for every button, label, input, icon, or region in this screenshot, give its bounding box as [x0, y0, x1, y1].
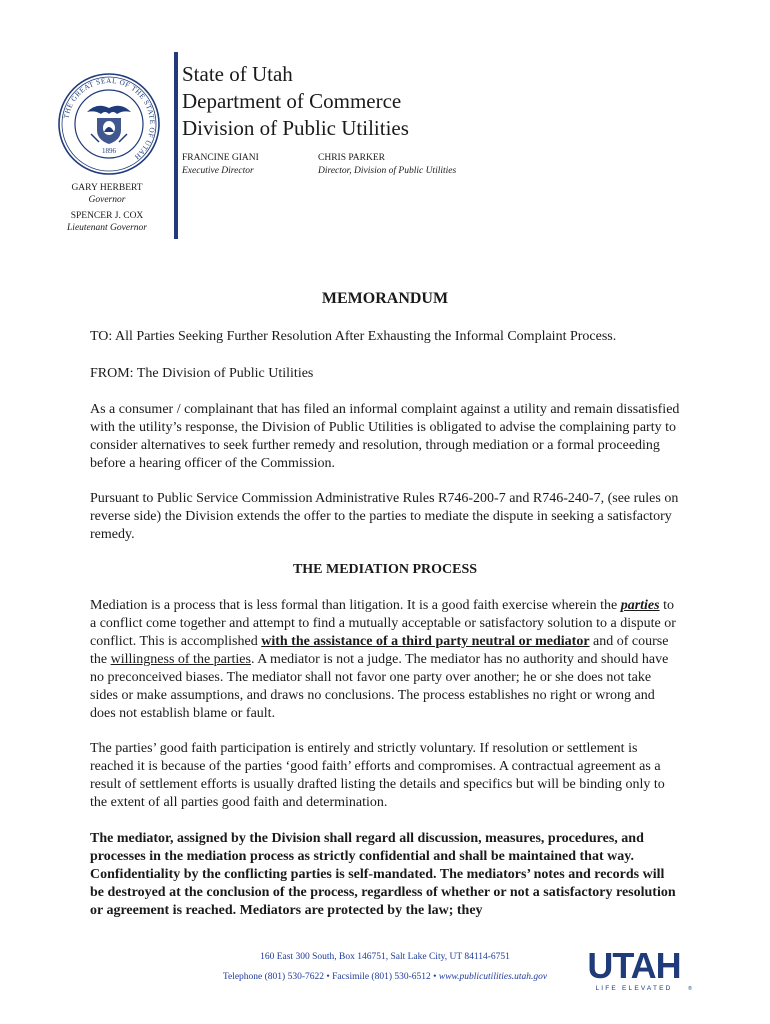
section-heading: THE MEDIATION PROCESS: [292, 562, 478, 577]
willingness-emphasis: willingness of the parties: [110, 652, 251, 667]
memo-paragraph-4: The parties’ good faith participation is entirely and strictly voluntary. If resolution or settlement is reached it is because of the parties ‘good faith’ efforts and compromises. A contractual agreement as a result of settlement efforts is usually drafted listing the details and specifics but will be binding only to the extent of all parties good faith and determination.: [90, 741, 665, 810]
header-department: Department of Commerce: [182, 89, 402, 113]
footer-contact: Telephone (801) 530-7622 • Facsimile (801) 530-6512 • www.publicutilities.utah.gov: [222, 972, 548, 982]
division-director-title: Director, Division of Public Utilities: [318, 166, 457, 176]
seal-ring-text: THE GREAT SEAL OF THE STATE OF UTAH: [62, 76, 157, 162]
header-state: State of Utah: [182, 62, 293, 86]
memo-paragraph-2: Pursuant to Public Service Commission Administrative Rules R746-200-7 and R746-240-7, (see rules on reverse side) the Division extends the offer to the parties to mediate the dispute in seeking a satisfactory remedy.: [90, 491, 679, 542]
memo-from: FROM: The Division of Public Utilities: [90, 366, 314, 381]
lt-governor-title: Lieutenant Governor: [67, 223, 147, 233]
logo-word: UTAH: [587, 946, 681, 986]
exec-director-title: Executive Director: [182, 166, 254, 176]
utah-life-elevated-logo: [574, 946, 694, 994]
header-divider: [174, 52, 178, 239]
division-director-name: CHRIS PARKER: [318, 153, 385, 163]
state-seal: [57, 72, 161, 176]
governor-name: GARY HERBERT: [71, 183, 143, 193]
memo-paragraph-3: Mediation is a process that is less formal than litigation. It is a good faith exercise wherein the parties to a conflict come together and attempt to find a mutually acceptable or satisfactory solution to a dispute or conflict. This is accomplished with the assistance of a third party neutral or mediator and of course the willingness of the parties. A mediator is not a judge. The mediator has no authority and should have no preconceived biases. The mediator shall not favor one party over another; he or she does not take sides or make assumptions, and draws no conclusions. The process establishes no right or wrong and does not establish blame or fault.: [90, 598, 676, 721]
mediator-emphasis: with the assistance of a third party neutral or mediator: [261, 634, 590, 649]
memo-title: MEMORANDUM: [321, 290, 449, 307]
memo-paragraph-5: The mediator, assigned by the Division shall regard all discussion, measures, procedures, and processes in the mediation process as strictly confidential and shall be maintained that way. Confidentiality by the conflicting parties is self-mandated. The mediators’ notes and records will be destroyed at the conclusion of the process, regardless of whether or not a satisfactory resolution or agreement is reached. Mediators are protected by the law; they: [90, 831, 676, 918]
logo-registered: ®: [688, 986, 692, 992]
logo-tagline: LIFE ELEVATED: [595, 985, 673, 992]
seal-year: 1896: [102, 147, 116, 155]
memo-to: TO: All Parties Seeking Further Resolution After Exhausting the Informal Complaint Process.: [90, 329, 617, 344]
footer-website[interactable]: www.publicutilities.utah.gov: [438, 972, 548, 982]
footer-address: 160 East 300 South, Box 146751, Salt Lake City, UT 84114-6751: [260, 952, 510, 962]
exec-director-name: FRANCINE GIANI: [182, 153, 259, 163]
memo-paragraph-1: As a consumer / complainant that has filed an informal complaint against a utility and remain dissatisfied with the utility’s response, the Division of Public Utilities is obligated to advise the complaining party to consider alternatives to seek further remedy and resolution, through mediation or a formal proceeding before a hearing officer of the Commission.: [90, 402, 680, 471]
header-division: Division of Public Utilities: [182, 116, 409, 140]
footer-phone: Telephone (801) 530-7622: [222, 972, 325, 982]
lt-governor-name: SPENCER J. COX: [70, 211, 144, 221]
footer-fax: Facsimile (801) 530-6512: [332, 972, 431, 982]
parties-emphasis: parties: [620, 598, 660, 613]
governor-title: Governor: [88, 195, 126, 205]
